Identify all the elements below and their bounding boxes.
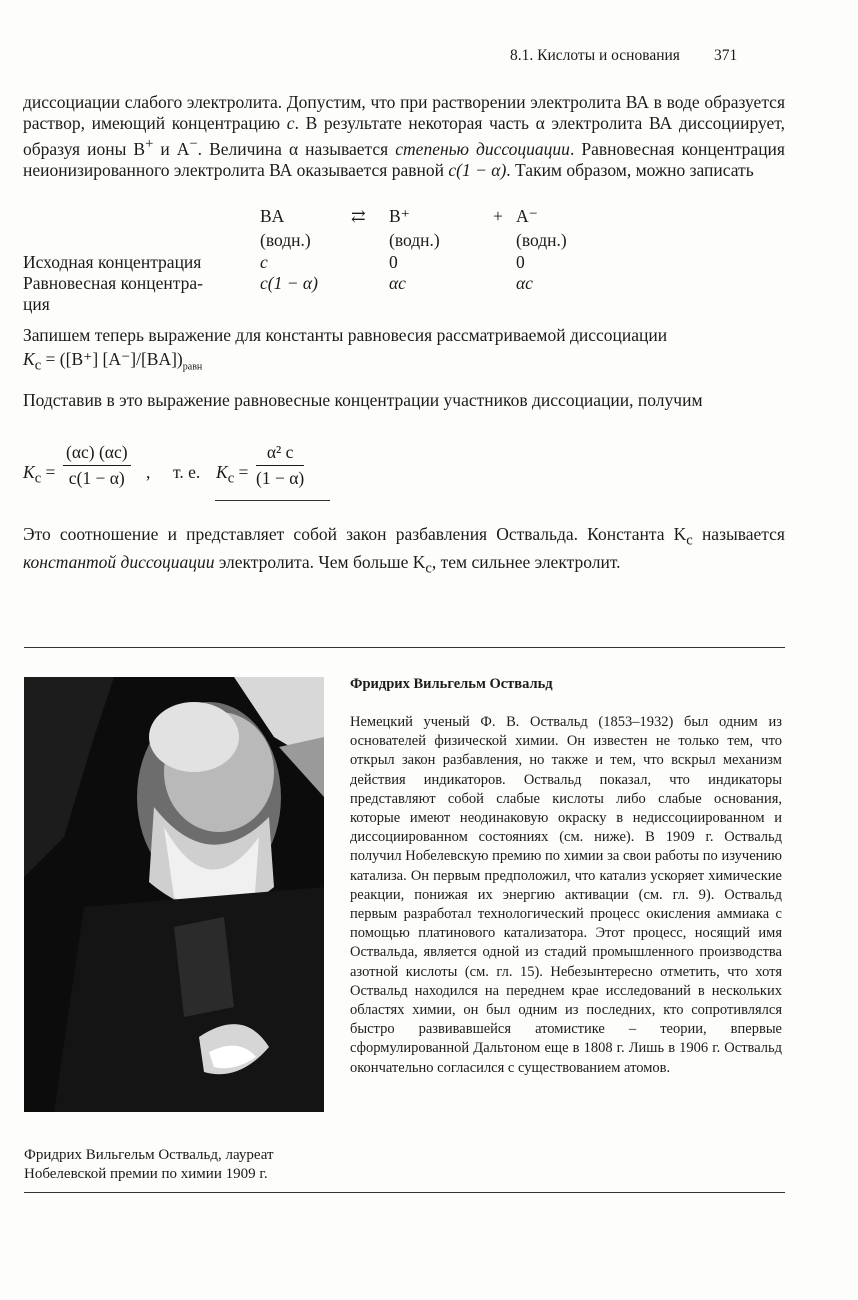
phase-label: (водн.): [516, 230, 567, 250]
var-c: c: [286, 113, 295, 133]
section-title: 8.1. Кислоты и основания: [510, 47, 680, 64]
term-dissociation-degree: степенью диссоциации: [395, 138, 570, 159]
term-dissociation-constant: константой диссоциации: [23, 551, 215, 572]
fraction-2: $\frac{\text{α² c}}{(1 - \alpha)}$: [256, 442, 305, 488]
bio-title: Фридрих Вильгельм Оствальд: [350, 676, 553, 692]
dilution-formula: $K_c$ = $\frac{(\alpha c) (\alpha c)}{c(1 - \alpha)}$ , т. е. $K_c$ = $\frac{\text{α² c}}{(1 - \alpha)}$: [23, 442, 305, 488]
table-cell: c: [260, 252, 268, 272]
phase-label: (водн.): [389, 230, 440, 250]
table-cell: c(1 − α): [260, 273, 318, 293]
table-header-ba: BA: [260, 206, 285, 226]
box-top-rule: [24, 647, 785, 648]
table-cell: αc: [516, 273, 533, 293]
const-paragraph: Запишем теперь выражение для константы равновесия рассматриваемой диссоциации: [23, 325, 668, 345]
fraction-1: $\frac{(\alpha c) (\alpha c)}{c(1 - \alpha)}$: [63, 442, 131, 489]
table-header-b: B⁺: [389, 206, 410, 226]
plus-sign: +: [493, 206, 503, 226]
formula-underline: [215, 500, 330, 501]
ostwald-portrait-image: [24, 677, 324, 1112]
kc-expression: $K_c = ([B^+]$ $[A^-]/[BA])_{равн}$: [23, 349, 203, 374]
photo-caption: Фридрих Вильгельм Оствальд, лауреат Нобелевской премии по химии 1909 г.: [24, 1147, 274, 1182]
expr-c-one-minus-alpha: c(1 − α): [448, 159, 507, 180]
substitution-paragraph: Подставив в это выражение равновесные концентрации участников диссоциации, получим: [23, 390, 703, 410]
phase-label: (водн.): [260, 230, 311, 250]
formula-lhs: $K_c$ =: [23, 462, 56, 487]
table-header-a: A⁻: [516, 206, 538, 226]
box-bottom-rule: [24, 1192, 785, 1193]
table-cell: 0: [516, 252, 525, 272]
page-number: 371: [713, 47, 738, 64]
running-header: [510, 47, 737, 65]
bio-text: Немецкий ученый Ф. В. Оствальд (1853–1932) был одним из основателей физической химии. Он известен не только тем, что открыл закон разбавления, но также и тем, что вскрыл механизм действия индикаторов. Оствальд показал, что индикаторы представляют собой слабые кислоты либо слабые основания, которые имеют неодинаковую окраску в недиссоциированном и диссоциированном состояниях (см. ниже). В 1909 г. Оствальд получил Нобелевскую премию по химии за свои работы по изучению катализа. Он первым предположил, что катализ ускоряет химические реакции, понижая их энергию активации (см. гл. 9). Оствальд первым разработал технологический процесс окисления аммиака с помощью платинового катализатора. Этот процесс, носящий имя Оствальда, является одной из стадий промышленного производства азотной кислоты (см. гл. 15). Небезынтересно отметить, что хотя Оствальд находился на переднем крае исследований в нескольких областях химии, он был одним из последних, кто сопротивлялся быстро развивавшейся атомистике – теории, впервые сформулированной Дальтоном еще в 1808 г. Лишь в 1906 г. Оствальд окончательно согласился с существованием атомов.: [350, 714, 782, 1076]
ie-label: т. е.: [173, 462, 201, 482]
portrait-photo: [24, 677, 324, 1112]
equilibrium-arrow: ⇄: [351, 206, 366, 226]
table-cell: 0: [389, 252, 398, 272]
law-paragraph: Это соотношение и представляет собой закон разбавления Оствальда. Константа $K_c$ называется константой диссоциации электролита. Чем больше $K_c$, тем сильнее электролит.: [23, 524, 785, 576]
table-cell: αc: [389, 273, 406, 293]
formula-lhs-2: $K_c$ =: [216, 462, 249, 487]
row-equilibrium-label-cont: ция: [23, 294, 50, 314]
row-equilibrium-label: Равновесная концентра-: [23, 273, 203, 293]
row-initial-label: Исходная концентрация: [23, 252, 202, 272]
intro-paragraph: диссоциации слабого электролита. Допустим, что при растворении электролита ВА в воде образуется раствор, имеющий концентрацию c. В результате некоторая часть α электролита ВА диссоциирует, образуя ионы B+ и A−. Величина α называется степенью диссоциации. Равновесная концентрация неионизированного электролита ВА оказывается равной c(1 − α). Таким образом, можно записать: [23, 92, 785, 180]
